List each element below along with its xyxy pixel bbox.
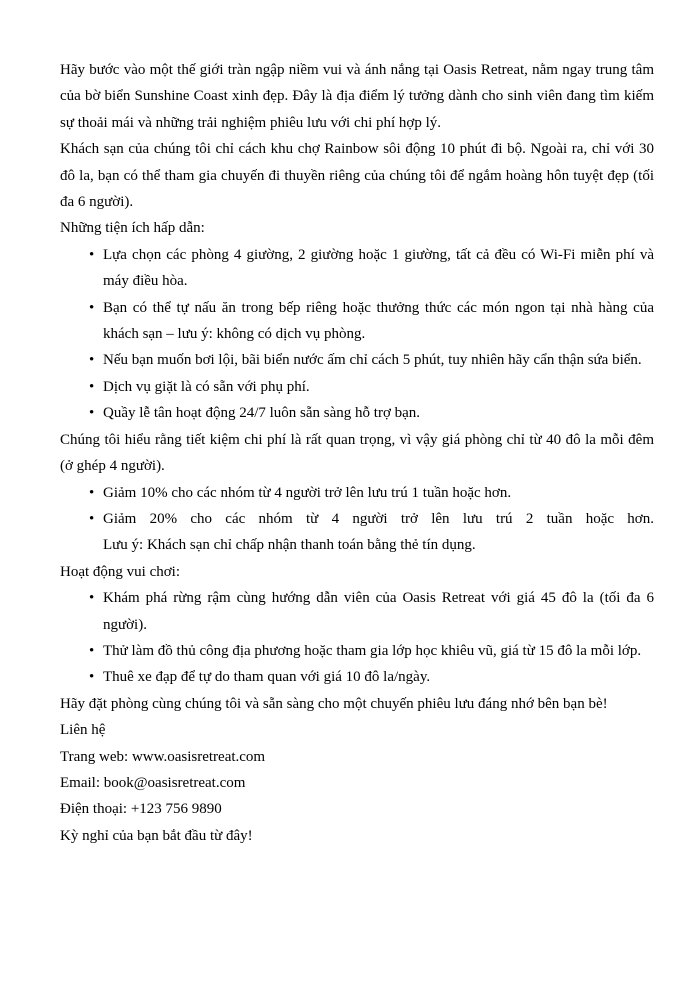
bullet-icon: • [89,590,95,607]
bullet-icon: • [89,669,95,686]
bullet-item-crafts-dance [60,638,654,664]
bullet-icon: • [89,405,95,422]
bullet-text: Giảm 10% cho các nhóm từ 4 người trở lên lưu trú 1 tuần hoặc hơn. [103,484,512,501]
bullet-text: Thử làm đồ thủ công địa phương hoặc tham gia lớp học khiêu vũ, giá từ 15 đô la mỗi lớp. [103,642,642,659]
bullet-icon: • [89,352,95,369]
bullet-item-kitchen [60,295,654,348]
bullet-item-discount-20 [60,506,654,559]
bullet-item-rooms [60,242,654,295]
pricing-paragraph: Chúng tôi hiểu rằng tiết kiệm chi phí là rất quan trọng, vì vậy giá phòng chỉ từ 40 đô la mỗi đêm (ở ghép 4 người). [60,431,654,475]
contact-email: Email: book@oasisretreat.com [60,774,246,791]
bullet-icon: • [89,642,95,659]
location-paragraph: Khách sạn của chúng tôi chỉ cách khu chợ Rainbow sôi động 10 phút đi bộ. Ngoài ra, chỉ với 30 đô la, bạn có thể tham gia chuyến đi thuyền riêng của chúng tôi để ngắm hoàng hôn tuyệt đẹp (tối đa 6 người). [60,141,654,211]
bullet-item-beach [60,347,654,373]
bullet-icon: • [89,299,95,316]
bullet-text: Bạn có thể tự nấu ăn trong bếp riêng hoặc thưởng thức các món ngon tại nhà hàng của khách sạn – lưu ý: không có dịch vụ phòng. [103,299,654,343]
contact-phone: Điện thoại: +123 756 9890 [60,801,222,818]
bullet-text: Nếu bạn muốn bơi lội, bãi biển nước ấm chỉ cách 5 phút, tuy nhiên hãy cẩn thận sứa biển. [103,352,642,369]
bullet-item-reception [60,400,654,426]
contact-website: Trang web: www.oasisretreat.com [60,748,266,765]
bullet-text: Dịch vụ giặt là có sẵn với phụ phí. [103,378,310,395]
bullet-text: Thuê xe đạp để tự do tham quan với giá 10 đô la/ngày. [103,669,431,686]
bullet-item-laundry [60,374,654,400]
bullet-text: Khám phá rừng rậm cùng hướng dẫn viên của Oasis Retreat với giá 45 đô la (tối đa 6 người). [103,590,654,633]
bullet-text-line2: Lưu ý: Khách sạn chỉ chấp nhận thanh toán bằng thẻ tín dụng. [103,537,476,554]
bullet-text-line1: Giảm 20% cho các nhóm từ 4 người trở lên lưu trú 2 tuần hoặc hơn. [103,510,654,527]
amenities-heading: Những tiện ích hấp dẫn: [60,220,205,237]
activities-heading: Hoạt động vui chơi: [60,563,180,580]
tagline: Kỳ nghỉ của bạn bắt đầu từ đây! [60,827,253,844]
bullet-item-jungle-tour [60,585,654,638]
bullet-item-discount-10 [60,480,654,506]
intro-paragraph: Hãy bước vào một thế giới tràn ngập niềm vui và ánh nắng tại Oasis Retreat, nằm ngay trung tâm của bờ biển Sunshine Coast xinh đẹp. Đây là địa điểm lý tưởng dành cho sinh viên đang tìm kiếm sự thoải mái và những trải nghiệm phiêu lưu với chi phí hợp lý. [60,62,654,131]
contact-heading: Liên hệ [60,722,106,739]
bullet-icon: • [89,378,95,395]
bullet-icon: • [89,246,95,263]
bullet-icon: • [89,484,95,501]
bullet-item-bike-rental [60,664,654,690]
bullet-text: Quầy lễ tân hoạt động 24/7 luôn sẵn sàng hỗ trợ bạn. [103,405,421,422]
closing-paragraph: Hãy đặt phòng cùng chúng tôi và sẵn sàng cho một chuyến phiêu lưu đáng nhớ bên bạn bè! [60,695,608,712]
bullet-icon: • [89,510,95,527]
bullet-text: Lựa chọn các phòng 4 giường, 2 giường hoặc 1 giường, tất cả đều có Wi-Fi miễn phí và máy điều hòa. [103,246,654,290]
